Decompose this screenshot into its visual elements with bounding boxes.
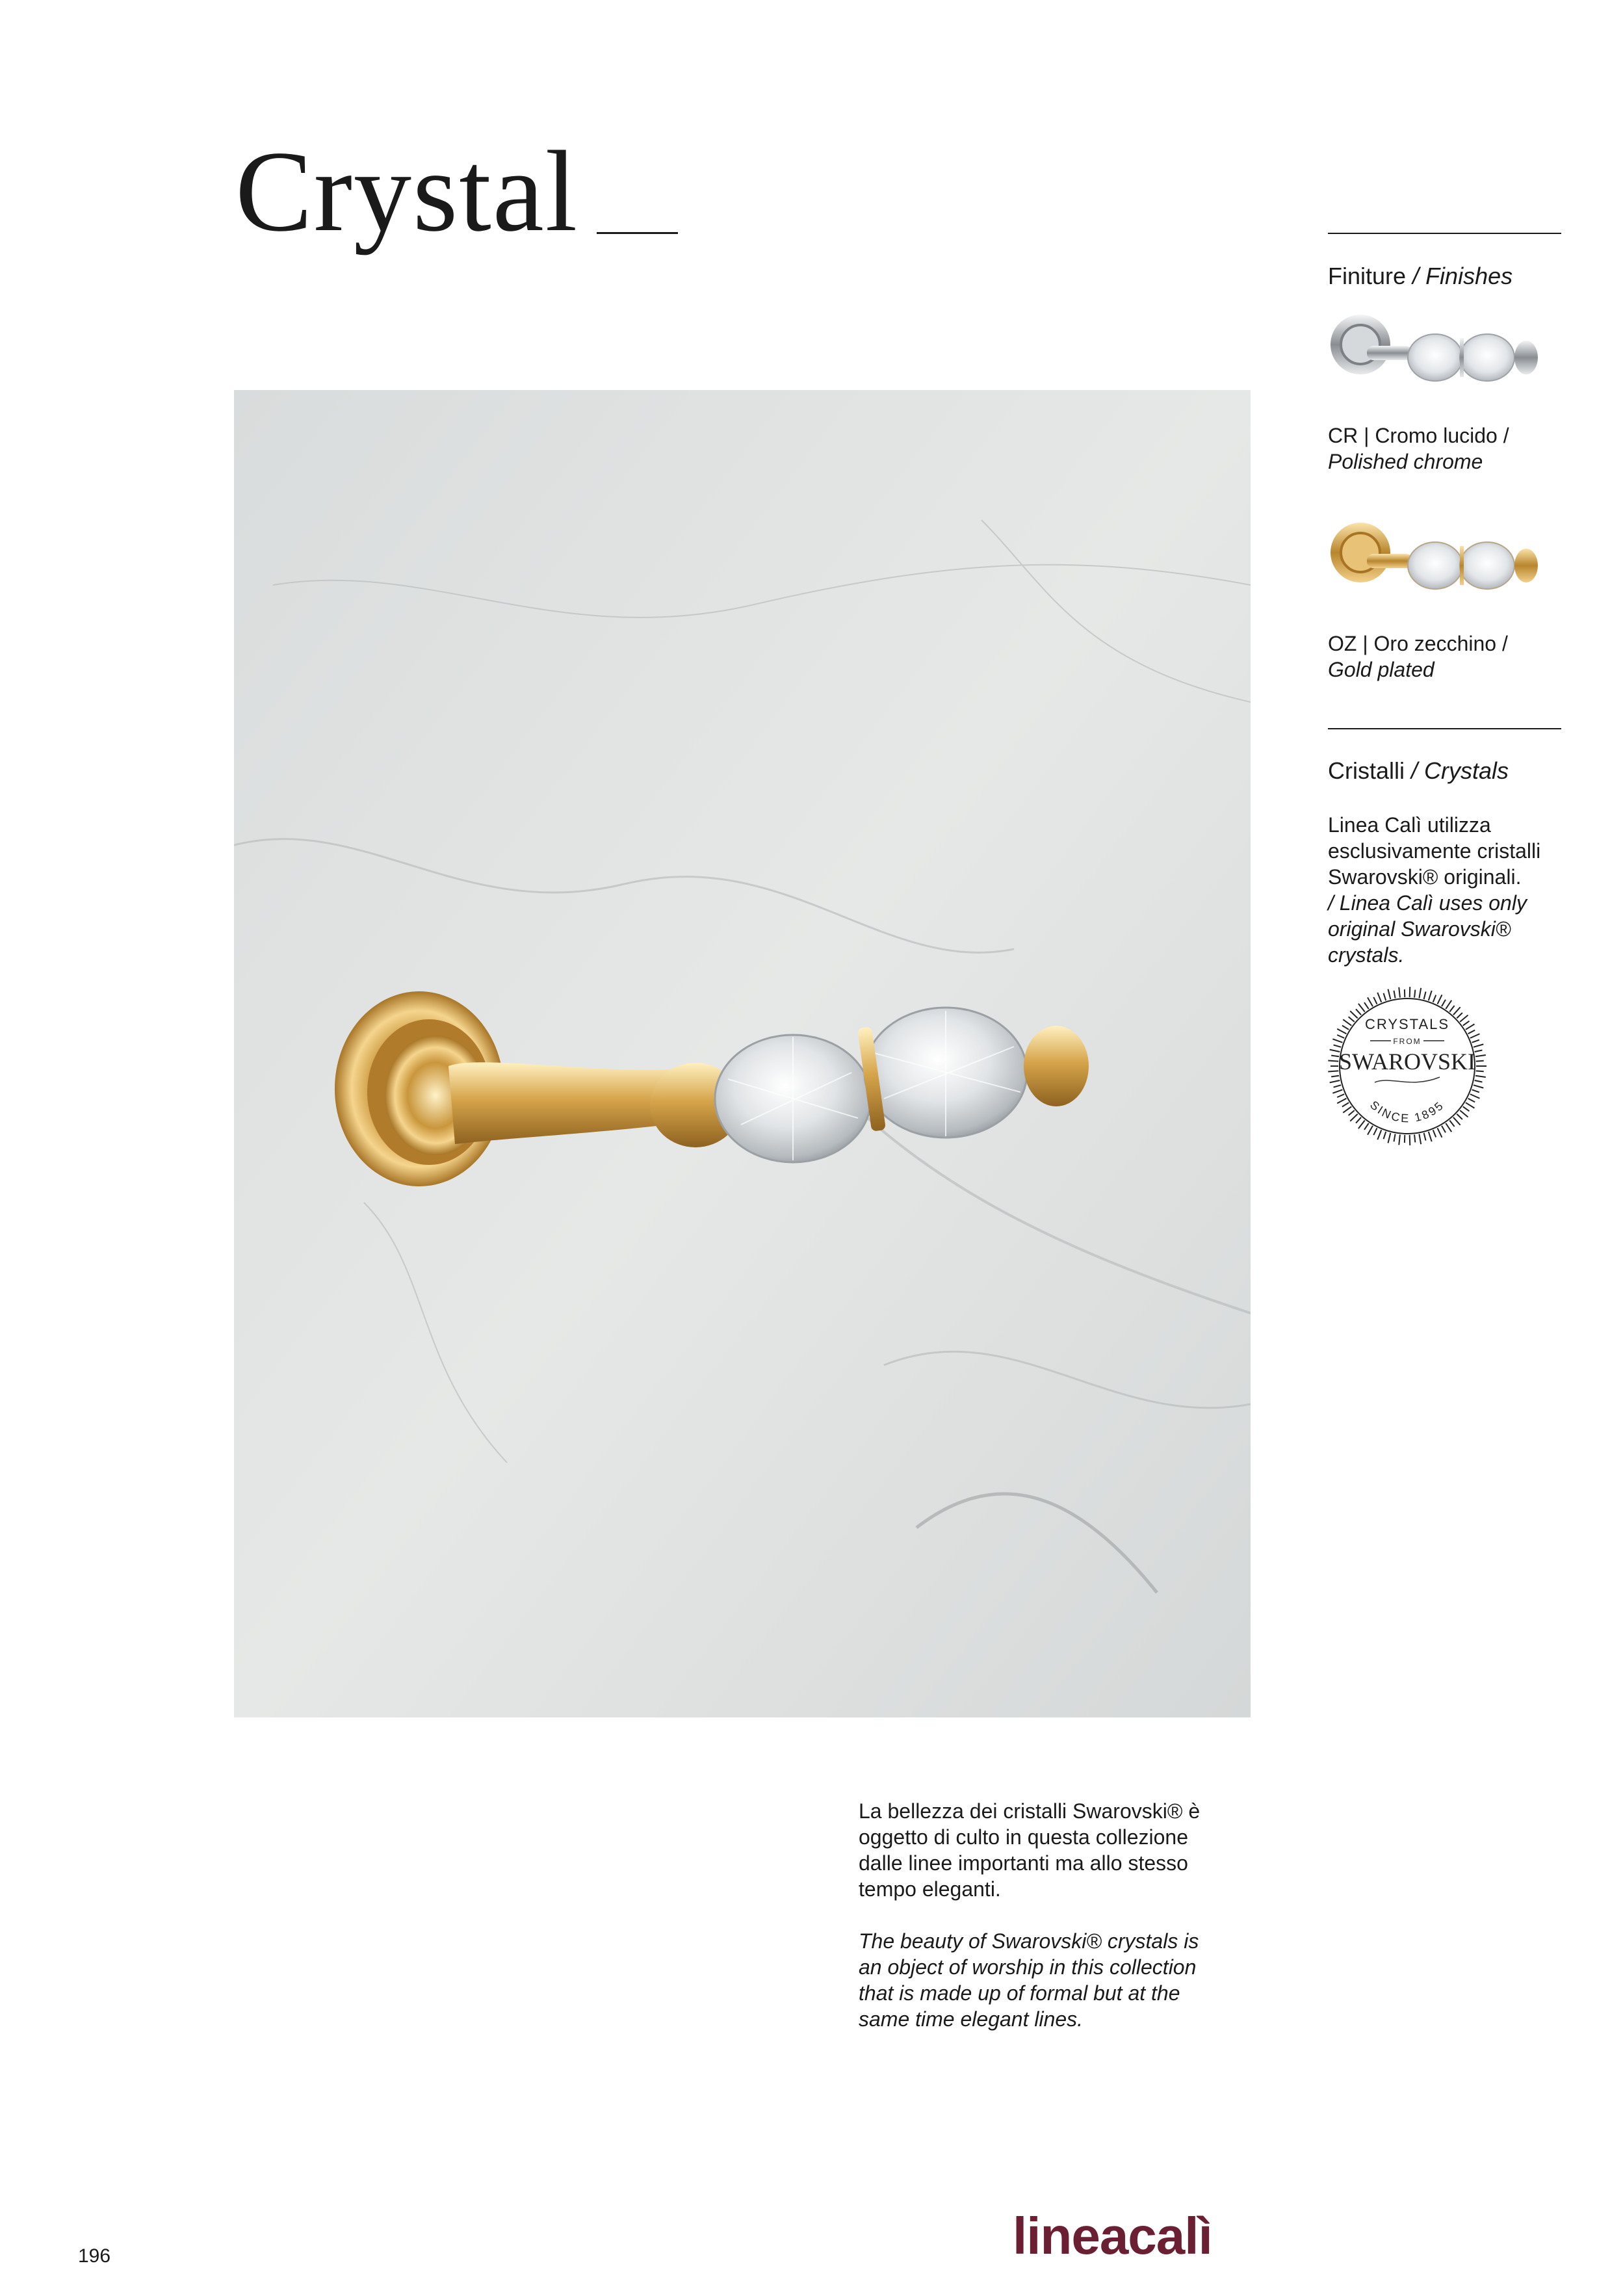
crystals-heading: Cristalli / Crystals — [1328, 757, 1509, 784]
finishes-rule — [1328, 233, 1561, 234]
description-italian: La bellezza dei cristalli Swarovski® è oggetto di culto in questa collezione dalle linee importanti ma allo stesso tempo eleganti. — [859, 1799, 1201, 1901]
crystals-description: Linea Calì utilizza esclusivamente cristalli Swarovski® originali. / Linea Calì uses only original Swarovski® crystals. — [1328, 813, 1541, 967]
finishes-heading: Finiture / Finishes — [1328, 263, 1513, 289]
lineacali-logo — [1013, 2207, 1253, 2265]
title-dash — [597, 232, 678, 234]
badge-middle-text: FROM — [1393, 1037, 1422, 1046]
finish-chrome-label: CR | Cromo lucido / Polished chrome — [1328, 424, 1509, 473]
badge-top-text: CRYSTALS — [1364, 1016, 1450, 1032]
chrome-finish-thumbnail — [1328, 306, 1549, 390]
badge-bottom-text: SINCE 1895 — [1367, 1098, 1448, 1125]
page-title: Crystal — [235, 127, 579, 255]
crystals-rule — [1328, 728, 1561, 729]
badge-brand-text: SWAROVSKI — [1338, 1049, 1476, 1075]
swarovski-badge — [1326, 985, 1488, 1147]
svg-text:lineacalì: lineacalì — [1013, 2207, 1212, 2265]
gold-finish-thumbnail — [1328, 514, 1549, 598]
page-number: 196 — [78, 2245, 111, 2267]
product-photo — [234, 390, 1251, 1717]
finish-gold-label: OZ | Oro zecchino / Gold plated — [1328, 632, 1508, 681]
description-english: The beauty of Swarovski® crystals is an object of worship in this collection that is made up of formal but at the same time elegant lines. — [859, 1929, 1199, 2031]
